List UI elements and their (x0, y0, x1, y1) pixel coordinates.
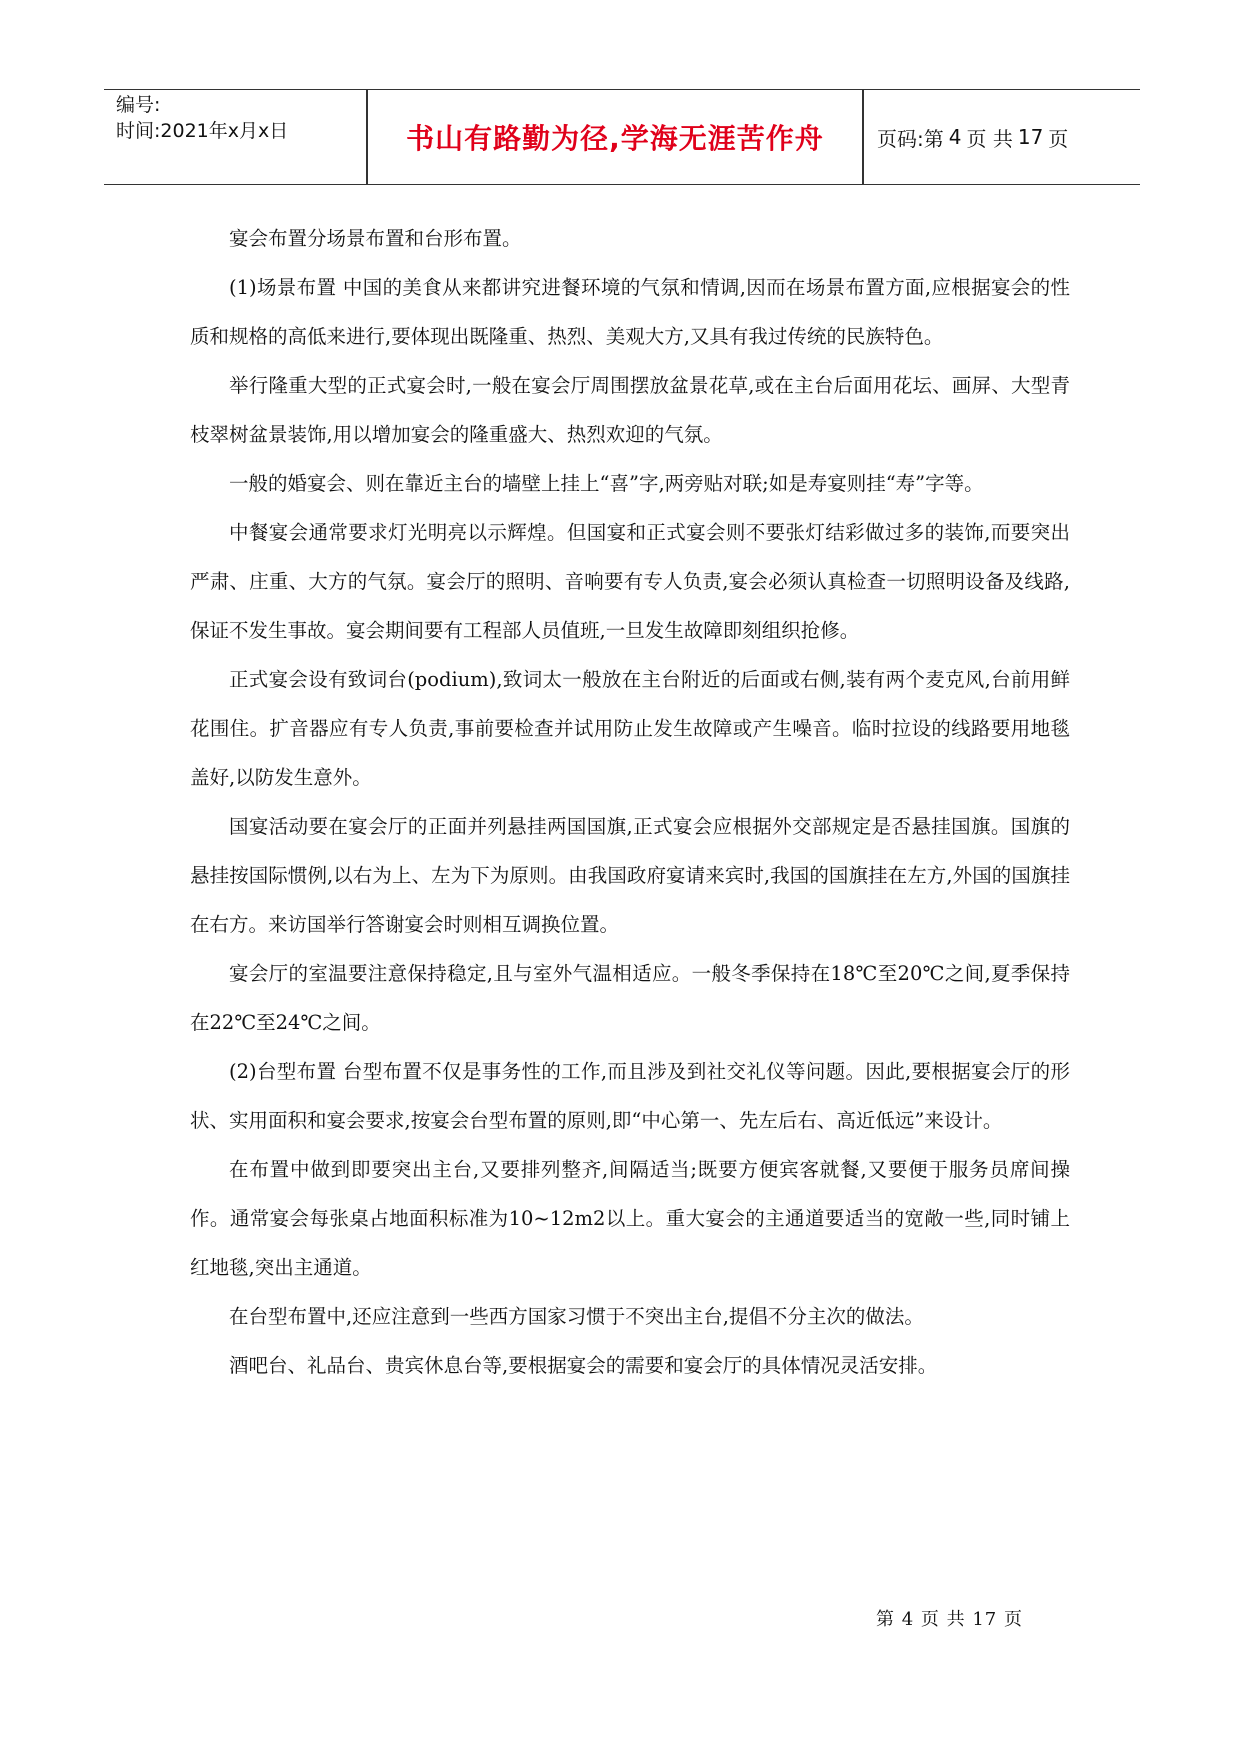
paragraph: 一般的婚宴会、则在靠近主台的墙壁上挂上“喜”字,两旁贴对联;如是寿宴则挂“寿”字等。 (229, 472, 984, 495)
paragraph: (2)台型布置 台型布置不仅是事务性的工作,而且涉及到社交礼仪等问题。因此,要根据宴会厅的形状、实用面积和宴会要求,按宴会台型布置的原则,即“中心第一、先左后右、高近低远”来设计。 (190, 1060, 1070, 1132)
header-motto: 书山有路勤为径,学海无涯苦作舟 (406, 122, 824, 155)
paragraph: 酒吧台、礼品台、贵宾休息台等,要根据宴会的需要和宴会厅的具体情况灵活安排。 (229, 1354, 938, 1377)
document-number-label: 编号: (116, 94, 161, 116)
paragraph: 宴会布置分场景布置和台形布置。 (229, 227, 522, 250)
paragraph: 国宴活动要在宴会厅的正面并列悬挂两国国旗,正式宴会应根据外交部规定是否悬挂国旗。国旗的悬挂按国际惯例,以右为上、左为下为原则。由我国政府宴请来宾时,我国的国旗挂在左方,外国的国旗挂在右方。来访国举行答谢宴会时则相互调换位置。 (190, 815, 1070, 936)
paragraph: 在布置中做到即要突出主台,又要排列整齐,间隔适当;既要方便宾客就餐,又要便于服务员席间操作。通常宴会每张桌占地面积标准为10~12m2以上。重大宴会的主通道要适当的宽敞一些,同时铺上红地毯,突出主通道。 (190, 1158, 1070, 1279)
page-mid: 页 共 (966, 126, 1013, 151)
paragraph: 中餐宴会通常要求灯光明亮以示辉煌。但国宴和正式宴会则不要张灯结彩做过多的装饰,而要突出严肃、庄重、大方的气氛。宴会厅的照明、音响要有专人负责,宴会必须认真检查一切照明设备及线路,保证不发生事故。宴会期间要有工程部人员值班,一旦发生故障即刻组织抢修。 (190, 521, 1070, 642)
header-page-number (877, 90, 1068, 184)
paragraph: (1)场景布置 中国的美食从来都讲究进餐环境的气氛和情调,因而在场景布置方面,应根据宴会的性质和规格的高低来进行,要体现出既隆重、热烈、美观大方,又具有我过传统的民族特色。 (190, 276, 1070, 348)
document-header (104, 89, 1140, 185)
paragraph: 在台型布置中,还应注意到一些西方国家习惯于不突出主台,提倡不分主次的做法。 (229, 1305, 924, 1328)
header-meta (116, 92, 366, 144)
header-divider-right (862, 90, 864, 184)
page-footer: 第 4 页 共 17 页 (876, 1609, 1023, 1630)
page-current: 4 (948, 125, 962, 149)
document-body (190, 214, 1070, 1390)
page-total: 17 (1017, 125, 1044, 149)
document-time-label: 时间:2021年x月x日 (116, 120, 289, 142)
paragraph: 宴会厅的室温要注意保持稳定,且与室外气温相适应。一般冬季保持在18℃至20℃之间,夏季保持在22℃至24℃之间。 (190, 962, 1070, 1034)
paragraph: 举行隆重大型的正式宴会时,一般在宴会厅周围摆放盆景花草,或在主台后面用花坛、画屏、大型青枝翠树盆景装饰,用以增加宴会的隆重盛大、热烈欢迎的气氛。 (190, 374, 1070, 446)
page-suffix: 页 (1048, 126, 1069, 151)
page-prefix: 页码:第 (877, 126, 944, 151)
paragraph: 正式宴会设有致词台(podium),致词太一般放在主台附近的后面或右侧,装有两个麦克风,台前用鲜花围住。扩音器应有专人负责,事前要检查并试用防止发生故障或产生噪音。临时拉设的线路要用地毯盖好,以防发生意外。 (190, 668, 1070, 789)
